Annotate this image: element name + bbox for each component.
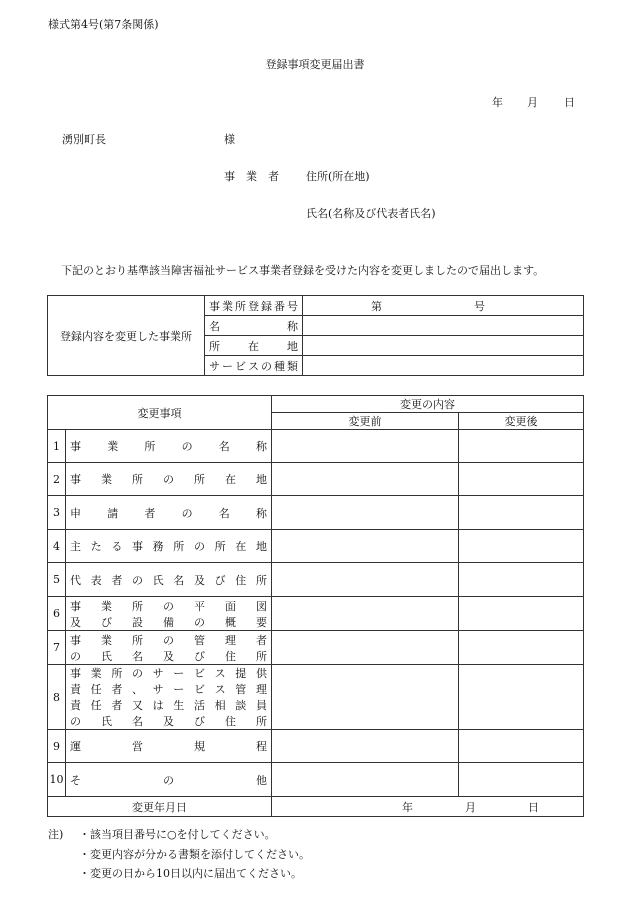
note-item: ・変更の日から10日以内に届出てください。 — [79, 867, 302, 880]
row-number: 2 — [48, 463, 66, 496]
office-group-label: 登録内容を変更した事業所 — [48, 296, 205, 376]
row-after[interactable] — [458, 430, 583, 463]
row-number: 7 — [48, 631, 66, 665]
row-number: 8 — [48, 665, 66, 730]
table-row — [48, 496, 584, 530]
row-number: 10 — [48, 763, 66, 797]
table-row — [48, 430, 584, 463]
row-label-line: 及び設備の概要 — [70, 615, 267, 629]
intro-text: 下記のとおり基準該当障害福祉サービス事業者登録を受けた内容を変更しましたので届出します。 — [61, 264, 545, 277]
addressee-name: 湧別町長 — [62, 133, 106, 146]
office-address-value[interactable] — [303, 336, 584, 356]
row-after[interactable] — [458, 496, 583, 530]
table-row — [48, 563, 584, 597]
notes-label: 注) — [48, 828, 64, 841]
change-date-row — [48, 797, 584, 817]
header-change-item: 変更事項 — [48, 396, 272, 430]
row-after[interactable] — [458, 597, 583, 631]
header-before: 変更前 — [271, 413, 458, 430]
row-after[interactable] — [458, 463, 583, 496]
row-label-line: 事業所の管理者 — [70, 633, 267, 647]
row-after[interactable] — [458, 563, 583, 597]
table-row — [48, 530, 584, 563]
header-after: 変更後 — [458, 413, 583, 430]
row-label: 事業所の名称 — [66, 430, 272, 463]
row-label-line: の氏名及び住所 — [70, 649, 267, 663]
row-before[interactable] — [271, 563, 458, 597]
row-label — [66, 665, 272, 730]
office-label-address: 所 在 地 — [205, 336, 303, 356]
row-before[interactable] — [271, 763, 458, 797]
row-after[interactable] — [458, 530, 583, 563]
row-label-line: 事業所の平面図 — [70, 599, 267, 613]
page-title: 登録事項変更届出書 — [265, 58, 365, 71]
table-row — [48, 597, 584, 631]
row-before[interactable] — [271, 631, 458, 665]
office-label-service: サービスの種類 — [205, 356, 303, 376]
office-label-name: 名 称 — [205, 316, 303, 336]
addressee-honorific: 様 — [224, 133, 235, 146]
row-number: 9 — [48, 730, 66, 763]
number-suffix: 号 — [474, 299, 485, 313]
applicant-address-label: 住所(所在地) — [306, 170, 370, 183]
office-registration-number — [303, 296, 584, 316]
change-date-label: 変更年月日 — [48, 797, 272, 817]
table-row — [48, 463, 584, 496]
office-label-number: 事業所登録番号 — [205, 296, 303, 316]
header-change-content: 変更の内容 — [271, 396, 583, 413]
number-prefix: 第 — [371, 299, 382, 313]
date-day: 日 — [564, 96, 575, 109]
row-after[interactable] — [458, 730, 583, 763]
row-before[interactable] — [271, 463, 458, 496]
change-date-month: 月 — [464, 800, 476, 814]
row-label — [66, 597, 272, 631]
change-date-day: 日 — [527, 800, 539, 814]
change-table — [47, 395, 584, 817]
row-after[interactable] — [458, 665, 583, 730]
row-label: その他 — [66, 763, 272, 797]
form-number: 様式第4号(第7条関係) — [48, 18, 159, 31]
row-number: 4 — [48, 530, 66, 563]
table-row — [48, 665, 584, 730]
row-number: 3 — [48, 496, 66, 530]
date-month: 月 — [527, 96, 538, 109]
row-label: 主たる事務所の所在地 — [66, 530, 272, 563]
office-table — [47, 295, 584, 376]
row-label: 運営規程 — [66, 730, 272, 763]
row-label: 事業所の所在地 — [66, 463, 272, 496]
row-before[interactable] — [271, 730, 458, 763]
row-after[interactable] — [458, 631, 583, 665]
date-year: 年 — [492, 96, 503, 109]
row-before[interactable] — [271, 597, 458, 631]
note-item: ・該当項目番号に○を付してください。 — [79, 828, 276, 841]
row-label-line: 責任者又は生活相談員 — [70, 699, 267, 712]
row-before[interactable] — [271, 496, 458, 530]
row-before[interactable] — [271, 665, 458, 730]
row-number: 1 — [48, 430, 66, 463]
row-number: 6 — [48, 597, 66, 631]
table-row — [48, 730, 584, 763]
note-item: ・変更内容が分かる書類を添付してください。 — [79, 848, 310, 861]
applicant-name-label: 氏名(名称及び代表者氏名) — [306, 207, 436, 220]
row-before[interactable] — [271, 430, 458, 463]
change-date-value[interactable] — [271, 797, 583, 817]
table-row — [48, 763, 584, 797]
row-label-line: 事業所のサービス提供 — [70, 667, 267, 680]
row-label: 申請者の名称 — [66, 496, 272, 530]
row-before[interactable] — [271, 530, 458, 563]
row-after[interactable] — [458, 763, 583, 797]
table-row — [48, 631, 584, 665]
applicant-label: 事 業 者 — [224, 170, 279, 183]
row-label-line: 責任者、サービス管理 — [70, 683, 267, 696]
row-label-line: の氏名及び住所 — [70, 715, 267, 728]
office-name-value[interactable] — [303, 316, 584, 336]
row-label: 代表者の氏名及び住所 — [66, 563, 272, 597]
row-number: 5 — [48, 563, 66, 597]
row-label — [66, 631, 272, 665]
office-service-value[interactable] — [303, 356, 584, 376]
change-date-year: 年 — [401, 800, 413, 814]
